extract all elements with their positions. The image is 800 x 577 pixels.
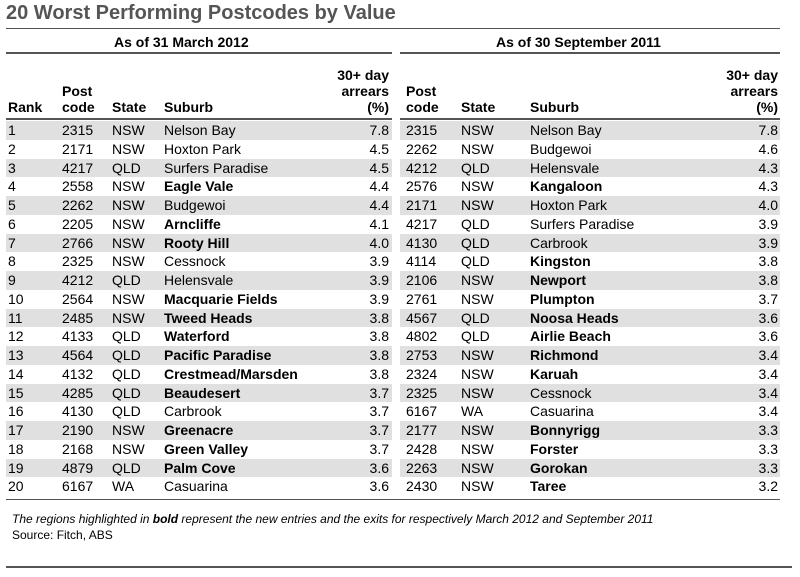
rank-cell: 6: [8, 215, 16, 232]
arrears-cell-left: 4.4: [369, 178, 389, 195]
postcode-cell-left: 4879: [62, 459, 94, 476]
state-cell-left: QLD: [112, 365, 141, 382]
state-cell-left: NSW: [112, 215, 145, 232]
postcode-cell-left: 4133: [62, 328, 94, 345]
table-row: [6, 121, 780, 140]
rank-cell: 11: [8, 309, 23, 326]
postcode-cell-left: 2171: [62, 140, 94, 157]
arrears-cell-right: 4.0: [758, 197, 778, 213]
arrears-cell-right: 3.4: [758, 403, 778, 420]
header-arrears-left: 30+ day arrears (%): [337, 67, 389, 115]
state-cell-right: QLD: [461, 159, 490, 176]
postcode-cell-right: 2761: [406, 290, 438, 307]
state-cell-right: NSW: [461, 422, 494, 438]
postcode-cell-right: 2753: [406, 347, 438, 363]
header-state-right: State: [461, 99, 496, 115]
suburb-cell-left: Greenacre: [164, 422, 234, 438]
table-row: [6, 384, 780, 403]
right-section-heading: As of 30 September 2011: [496, 34, 661, 50]
suburb-cell-right: Newport: [530, 272, 586, 288]
column-gap: [392, 402, 400, 421]
suburb-cell-right: Hoxton Park: [530, 197, 608, 213]
table-row: [6, 196, 780, 215]
postcode-cell-left: 2205: [62, 215, 94, 232]
right-section-divider: [400, 52, 780, 54]
header-postcode-left: Post code: [62, 83, 95, 115]
postcode-cell-left: 4212: [62, 272, 94, 288]
arrears-cell-right: 3.6: [758, 309, 778, 326]
title-divider: [6, 28, 780, 29]
suburb-cell-right: Gorokan: [530, 459, 588, 476]
postcode-cell-left: 4130: [62, 403, 94, 420]
arrears-cell-left: 3.8: [369, 347, 389, 363]
suburb-cell-right: Airlie Beach: [530, 328, 611, 345]
column-gap: [392, 440, 400, 459]
column-gap: [392, 309, 400, 328]
column-gap: [392, 365, 400, 384]
column-gap: [392, 327, 400, 346]
suburb-cell-left: Tweed Heads: [164, 309, 253, 326]
arrears-cell-right: 3.9: [758, 215, 778, 232]
table-row: [6, 234, 780, 253]
source-text: Source: Fitch, ABS: [12, 528, 113, 542]
postcode-cell-right: 2171: [406, 197, 438, 213]
suburb-cell-right: Surfers Paradise: [530, 215, 635, 232]
rank-cell: 2: [8, 140, 16, 157]
state-cell-right: NSW: [461, 347, 494, 363]
postcode-table: [6, 121, 780, 496]
rank-cell: 9: [8, 272, 16, 288]
suburb-cell-left: Nelson Bay: [164, 122, 236, 138]
arrears-cell-left: 4.1: [369, 215, 389, 232]
rank-cell: 3: [8, 159, 16, 176]
rank-cell: 17: [8, 422, 24, 438]
right-header-divider: [400, 118, 780, 120]
arrears-cell-left: 3.9: [369, 253, 389, 270]
arrears-cell-left: 4.4: [369, 197, 389, 213]
suburb-cell-right: Cessnock: [530, 384, 592, 401]
postcode-cell-right: 2315: [406, 122, 438, 138]
table-row: [6, 252, 780, 271]
suburb-cell-right: Budgewoi: [530, 140, 592, 157]
suburb-cell-left: Rooty Hill: [164, 234, 230, 251]
postcode-cell-right: 2430: [406, 478, 438, 495]
table-row: [6, 402, 780, 421]
column-gap: [392, 121, 400, 140]
arrears-cell-right: 3.4: [758, 365, 778, 382]
suburb-cell-right: Helensvale: [530, 159, 600, 176]
arrears-cell-left: 3.8: [369, 309, 389, 326]
left-section-divider: [6, 52, 392, 54]
postcode-cell-right: 2106: [406, 272, 438, 288]
state-cell-right: QLD: [461, 215, 490, 232]
table-row: [6, 159, 780, 178]
left-section-heading: As of 31 March 2012: [114, 34, 249, 50]
state-cell-right: QLD: [461, 234, 490, 251]
arrears-cell-right: 3.4: [758, 347, 778, 363]
postcode-cell-right: 2325: [406, 384, 438, 401]
table-row: [6, 365, 780, 384]
state-cell-right: QLD: [461, 309, 490, 326]
suburb-cell-right: Richmond: [530, 347, 599, 363]
arrears-cell-right: 3.8: [758, 272, 778, 288]
footer-divider: [6, 566, 792, 568]
rank-cell: 15: [8, 384, 24, 401]
state-cell-right: NSW: [461, 365, 494, 382]
state-cell-right: WA: [461, 403, 484, 420]
state-cell-left: NSW: [112, 122, 145, 138]
state-cell-left: QLD: [112, 272, 141, 288]
postcode-cell-left: 4217: [62, 159, 94, 176]
table-row: [6, 421, 780, 440]
postcode-cell-right: 2177: [406, 422, 438, 438]
suburb-cell-left: Beaudesert: [164, 384, 241, 401]
rank-cell: 14: [8, 365, 24, 382]
suburb-cell-right: Karuah: [530, 365, 579, 382]
suburb-cell-left: Hoxton Park: [164, 140, 242, 157]
bold-legend-note: [12, 512, 653, 526]
state-cell-left: NSW: [112, 197, 145, 213]
arrears-cell-left: 3.8: [369, 365, 389, 382]
postcode-cell-left: 2325: [62, 253, 94, 270]
arrears-cell-right: 3.3: [758, 422, 778, 438]
state-cell-right: NSW: [461, 440, 494, 457]
arrears-cell-right: 4.6: [758, 140, 778, 157]
arrears-cell-right: 3.4: [758, 384, 778, 401]
arrears-cell-left: 4.5: [369, 140, 389, 157]
rank-cell: 1: [8, 122, 16, 138]
rank-cell: 16: [8, 403, 24, 420]
column-gap: [392, 234, 400, 253]
suburb-cell-left: Crestmead/Marsden: [164, 365, 298, 382]
suburb-cell-left: Palm Cove: [164, 459, 236, 476]
column-gap: [392, 196, 400, 215]
table-row: [6, 327, 780, 346]
postcode-cell-left: 2262: [62, 197, 94, 213]
arrears-cell-left: 3.6: [369, 459, 389, 476]
note-bold-word: bold: [152, 512, 179, 526]
state-cell-right: NSW: [461, 272, 494, 288]
suburb-cell-left: Macquarie Fields: [164, 290, 278, 307]
column-gap: [392, 477, 400, 496]
state-cell-left: NSW: [112, 140, 145, 157]
postcode-cell-left: 2168: [62, 440, 94, 457]
suburb-cell-right: Taree: [530, 478, 567, 495]
state-cell-right: NSW: [461, 197, 494, 213]
suburb-cell-left: Carbrook: [164, 403, 222, 420]
state-cell-left: NSW: [112, 234, 145, 251]
arrears-cell-right: 4.3: [758, 159, 778, 176]
arrears-cell-left: 3.6: [369, 478, 389, 495]
table-row: [6, 290, 780, 309]
rank-cell: 13: [8, 347, 24, 363]
arrears-cell-left: 7.8: [369, 122, 389, 138]
postcode-cell-left: 4285: [62, 384, 94, 401]
state-cell-left: QLD: [112, 459, 141, 476]
suburb-cell-right: Kingston: [530, 253, 591, 270]
suburb-cell-left: Cessnock: [164, 253, 226, 270]
state-cell-left: QLD: [112, 403, 141, 420]
rank-cell: 18: [8, 440, 24, 457]
suburb-cell-right: Bonnyrigg: [530, 422, 600, 438]
column-gap: [392, 459, 400, 478]
postcode-cell-right: 2428: [406, 440, 438, 457]
suburb-cell-left: Pacific Paradise: [164, 347, 272, 363]
postcode-cell-left: 2766: [62, 234, 94, 251]
suburb-cell-right: Carbrook: [530, 234, 588, 251]
column-gap: [392, 421, 400, 440]
postcode-cell-right: 4114: [406, 253, 437, 270]
suburb-cell-left: Helensvale: [164, 272, 234, 288]
arrears-cell-left: 3.7: [369, 440, 389, 457]
table-row: [6, 459, 780, 478]
left-header-divider: [6, 118, 392, 120]
header-state-left: State: [112, 99, 147, 115]
state-cell-right: QLD: [461, 328, 490, 345]
rank-cell: 12: [8, 328, 24, 345]
state-cell-right: QLD: [461, 253, 490, 270]
postcode-cell-left: 2485: [62, 309, 94, 326]
state-cell-right: NSW: [461, 459, 494, 476]
state-cell-right: NSW: [461, 290, 494, 307]
postcode-cell-left: 4132: [62, 365, 94, 382]
arrears-cell-right: 3.9: [758, 234, 778, 251]
arrears-cell-right: 7.8: [758, 122, 778, 138]
arrears-cell-right: 4.3: [758, 178, 778, 195]
note-prefix: The regions highlighted in: [12, 512, 153, 526]
rank-cell: 4: [8, 178, 16, 195]
suburb-cell-left: Eagle Vale: [164, 178, 234, 195]
column-gap: [392, 140, 400, 159]
suburb-cell-right: Nelson Bay: [530, 122, 602, 138]
table-row: [6, 346, 780, 365]
postcode-cell-right: 4212: [406, 159, 438, 176]
table-row: [6, 215, 780, 234]
state-cell-left: NSW: [112, 309, 145, 326]
arrears-cell-left: 3.7: [369, 384, 389, 401]
table-row: [6, 271, 780, 290]
header-suburb-left: Suburb: [164, 99, 213, 115]
header-postcode-right: Post code: [406, 83, 439, 115]
table-bottom-divider: [6, 499, 780, 500]
column-gap: [392, 252, 400, 271]
note-suffix: represent the new entries and the exits for respectively March 2012 and September 2011: [178, 512, 654, 526]
column-gap: [392, 290, 400, 309]
state-cell-left: NSW: [112, 440, 145, 457]
postcode-cell-left: 2564: [62, 290, 94, 307]
table-row: [6, 440, 780, 459]
rank-cell: 20: [8, 478, 24, 495]
arrears-cell-right: 3.2: [758, 478, 778, 495]
postcode-cell-left: 2558: [62, 178, 94, 195]
arrears-cell-left: 4.5: [369, 159, 389, 176]
table-row: [6, 177, 780, 196]
suburb-cell-right: Casuarina: [530, 403, 594, 420]
state-cell-right: NSW: [461, 140, 494, 157]
postcode-cell-right: 2324: [406, 365, 438, 382]
postcode-cell-right: 2576: [406, 178, 438, 195]
column-gap: [392, 384, 400, 403]
arrears-cell-right: 3.7: [758, 290, 778, 307]
state-cell-left: QLD: [112, 384, 141, 401]
postcode-cell-left: 6167: [62, 478, 94, 495]
arrears-cell-left: 3.8: [369, 328, 389, 345]
arrears-cell-right: 3.8: [758, 253, 778, 270]
arrears-cell-left: 3.9: [369, 272, 389, 288]
column-gap: [392, 271, 400, 290]
arrears-cell-right: 3.6: [758, 328, 778, 345]
suburb-cell-left: Casuarina: [164, 478, 228, 495]
column-gap: [392, 215, 400, 234]
rank-cell: 8: [8, 253, 16, 270]
rank-cell: 7: [8, 234, 16, 251]
state-cell-right: NSW: [461, 478, 494, 495]
state-cell-left: NSW: [112, 178, 145, 195]
table-row: [6, 309, 780, 328]
postcode-cell-right: 6167: [406, 403, 438, 420]
suburb-cell-left: Surfers Paradise: [164, 159, 269, 176]
arrears-cell-right: 3.3: [758, 459, 778, 476]
postcode-cell-right: 4130: [406, 234, 438, 251]
table-row: [6, 477, 780, 496]
arrears-cell-right: 3.3: [758, 440, 778, 457]
state-cell-left: WA: [112, 478, 135, 495]
header-rank: Rank: [8, 99, 43, 115]
rank-cell: 10: [8, 290, 24, 307]
state-cell-left: NSW: [112, 422, 145, 438]
postcode-cell-left: 4564: [62, 347, 94, 363]
column-gap: [392, 346, 400, 365]
table-row: [6, 140, 780, 159]
postcode-cell-right: 2263: [406, 459, 438, 476]
postcode-cell-right: 4217: [406, 215, 438, 232]
suburb-cell-left: Arncliffe: [164, 215, 221, 232]
column-gap: [392, 159, 400, 178]
arrears-cell-left: 3.7: [369, 422, 389, 438]
rank-cell: 19: [8, 459, 24, 476]
state-cell-right: NSW: [461, 178, 494, 195]
postcode-cell-right: 2262: [406, 140, 438, 157]
state-cell-left: QLD: [112, 347, 141, 363]
suburb-cell-left: Green Valley: [164, 440, 249, 457]
arrears-cell-left: 4.0: [369, 234, 389, 251]
postcode-cell-left: 2315: [62, 122, 94, 138]
postcode-cell-right: 4567: [406, 309, 438, 326]
state-cell-left: QLD: [112, 159, 141, 176]
postcode-cell-left: 2190: [62, 422, 94, 438]
state-cell-right: NSW: [461, 384, 494, 401]
rank-cell: 5: [8, 197, 16, 213]
suburb-cell-left: Waterford: [164, 328, 230, 345]
state-cell-left: QLD: [112, 328, 141, 345]
suburb-cell-right: Plumpton: [530, 290, 595, 307]
suburb-cell-left: Budgewoi: [164, 197, 226, 213]
column-gap: [392, 177, 400, 196]
header-suburb-right: Suburb: [530, 99, 579, 115]
state-cell-left: NSW: [112, 290, 145, 307]
state-cell-left: NSW: [112, 253, 145, 270]
suburb-cell-right: Kangaloon: [530, 178, 603, 195]
arrears-cell-left: 3.7: [369, 403, 389, 420]
header-arrears-right: 30+ day arrears (%): [726, 67, 778, 115]
page-title: 20 Worst Performing Postcodes by Value: [6, 2, 396, 24]
arrears-cell-left: 3.9: [369, 290, 389, 307]
state-cell-right: NSW: [461, 122, 494, 138]
suburb-cell-right: Noosa Heads: [530, 309, 619, 326]
suburb-cell-right: Forster: [530, 440, 579, 457]
postcode-cell-right: 4802: [406, 328, 438, 345]
